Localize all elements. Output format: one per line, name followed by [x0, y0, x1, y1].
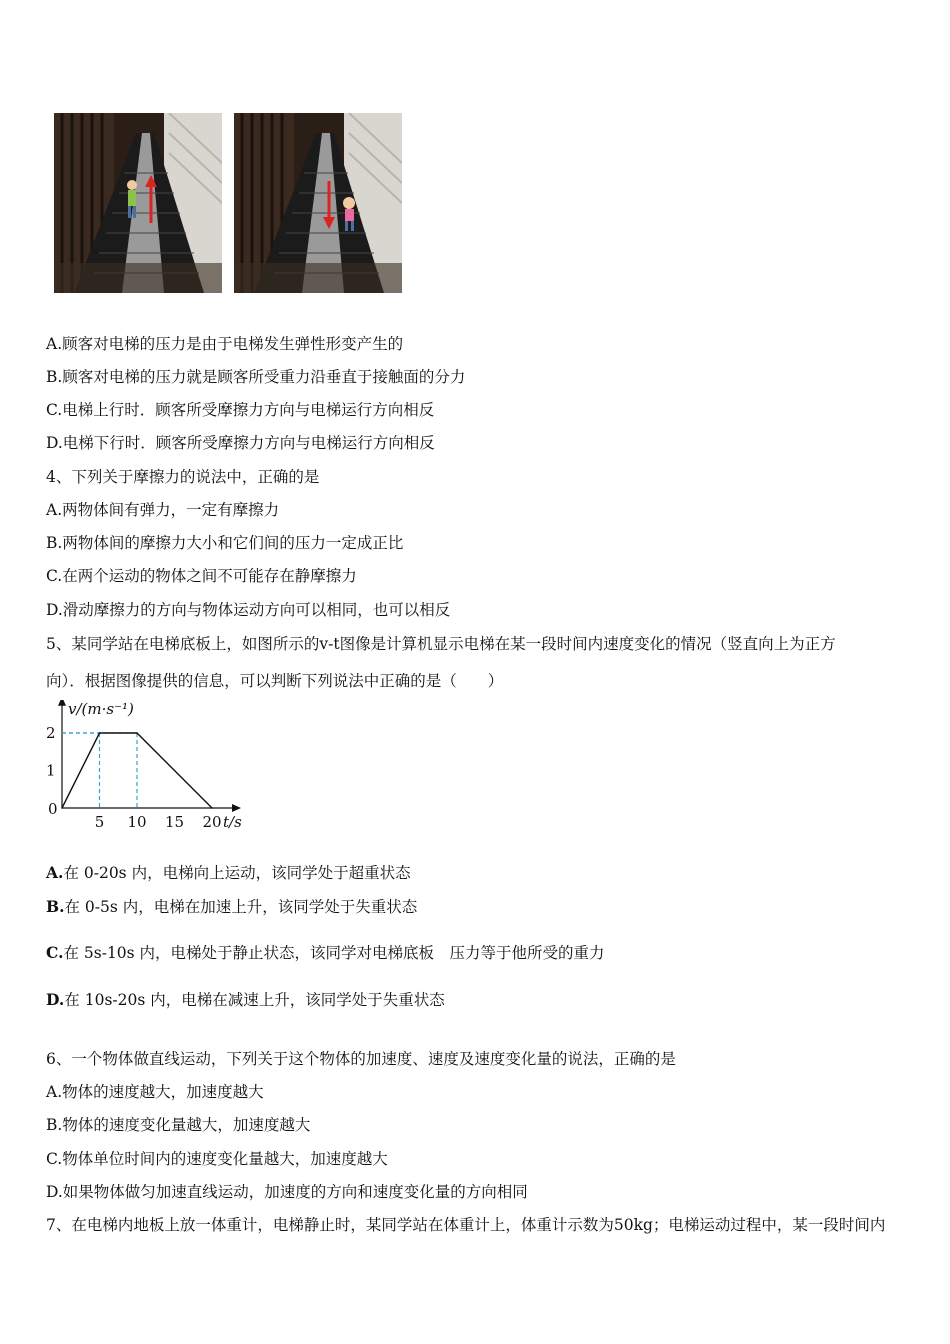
x-tick-label-5: 5: [94, 813, 105, 831]
data-point-0: [61, 807, 63, 809]
q5-option-d: [46, 990, 445, 1010]
q3-option-d: D.电梯下行时．顾客所受摩擦力方向与电梯运行方向相反: [46, 434, 435, 452]
q6-stem: 6、一个物体做直线运动，下列关于这个物体的加速度、速度及速度变化量的说法，正确的是: [46, 1050, 676, 1068]
q6-option-a: A.物体的速度越大，加速度越大: [46, 1083, 264, 1101]
q4-option-d: D.滑动摩擦力的方向与物体运动方向可以相同，也可以相反: [46, 601, 451, 619]
y-tick-label-1: 1: [46, 761, 56, 780]
q5-option-a-text: 在 0-20s 内，电梯向上运动，该同学处于超重状态: [63, 864, 411, 882]
q7-stem: 7、在电梯内地板上放一体重计，电梯静止时，某同学站在体重计上，体重计示数为50kg；电梯运动过程中，某一段时间内: [46, 1216, 886, 1234]
q5-option-a: [46, 863, 411, 883]
q4-stem: 4、下列关于摩擦力的说法中，正确的是: [46, 468, 320, 486]
q5-option-b-letter: B.: [46, 897, 65, 916]
x-axis-arrow: [232, 804, 241, 812]
x-axis-label: t/s: [223, 813, 242, 831]
q6-option-b: B.物体的速度变化量越大，加速度越大: [46, 1116, 311, 1134]
escalator-photo-up: [54, 113, 222, 293]
x-tick-label-10: 10: [127, 813, 147, 831]
q3-option-a: A.顾客对电梯的压力是由于电梯发生弹性形变产生的: [46, 335, 404, 353]
q5-option-c: [46, 943, 605, 963]
data-point-3: [211, 807, 213, 809]
q5-option-b-text: 在 0-5s 内，电梯在加速上升，该同学处于失重状态: [64, 898, 418, 916]
y-axis-arrow: [58, 700, 66, 706]
q3-option-c: C.电梯上行时．顾客所受摩擦力方向与电梯运行方向相反: [46, 401, 435, 419]
data-point-1: [99, 732, 101, 734]
q5-option-d-letter: D.: [46, 990, 65, 1009]
q4-option-c: C.在两个运动的物体之间不可能存在静摩擦力: [46, 567, 357, 585]
q5-option-d-text: 在 10s-20s 内，电梯在减速上升，该同学处于失重状态: [64, 991, 445, 1009]
x-tick-label-20: 20: [202, 813, 222, 831]
data-point-2: [136, 732, 138, 734]
vt-chart: [40, 700, 260, 840]
q6-option-d: D.如果物体做匀加速直线运动，加速度的方向和速度变化量的方向相同: [46, 1183, 528, 1201]
q5-option-a-letter: A.: [46, 863, 64, 882]
escalator-photo-down: [234, 113, 402, 293]
q4-option-a: A.两物体间有弹力，一定有摩擦力: [46, 501, 280, 519]
q5-option-c-text: 在 5s-10s 内，电梯处于静止状态，该同学对电梯底板 压力等于他所受的重力: [63, 944, 605, 962]
q5-option-b: [46, 897, 417, 917]
q6-option-c: C.物体单位时间内的速度变化量越大，加速度越大: [46, 1150, 388, 1168]
q5-stem-line1: 5、某同学站在电梯底板上，如图所示的v-t图像是计算机显示电梯在某一段时间内速度变化的情况（竖直向上为正方: [46, 635, 836, 653]
origin-label: 0: [48, 800, 58, 818]
y-tick-label-2: 2: [46, 724, 56, 742]
y-axis-label: v/(m·s⁻¹): [68, 700, 134, 718]
q5-stem-line2: 向）．根据图像提供的信息，可以判断下列说法中正确的是（ ）: [46, 672, 504, 690]
q5-option-c-letter: C.: [46, 943, 64, 962]
q4-option-b: B.两物体间的摩擦力大小和它们间的压力一定成正比: [46, 534, 404, 552]
q3-option-b: B.顾客对电梯的压力就是顾客所受重力沿垂直于接触面的分力: [46, 368, 466, 386]
x-tick-label-15: 15: [164, 813, 185, 831]
